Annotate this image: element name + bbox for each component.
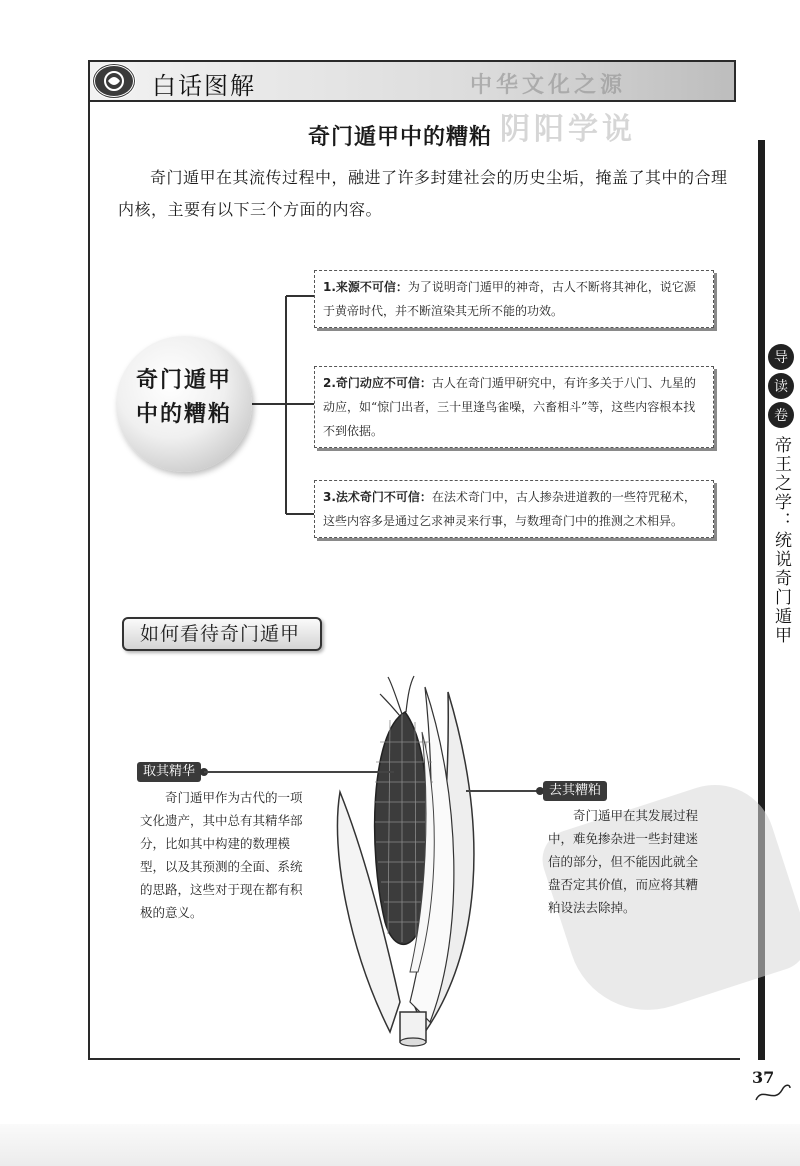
left-tag-line [204,771,394,773]
left-description: 奇门遁甲作为古代的一项文化遗产，其中总有其精华部分，比如其中构建的数理模型，以及其预测的全面、系统的思路，这些对于现在都有积极的意义。 [140,790,303,920]
mind-map-item [314,366,714,448]
center-line-2: 中的糟粕 [135,402,232,427]
item-text: 为了说明奇门遁甲的神奇，古人不断将其神化，说它源于黄帝时代，并不断渲染其无所不能的功效。 [323,280,696,318]
left-tag: 取其精华 [137,762,201,782]
side-badge: 导 [768,344,794,370]
right-tag: 去其糟粕 [543,781,607,801]
side-badge: 卷 [768,402,794,428]
page-bottom-edge [0,1124,800,1166]
center-line-1: 奇门遁甲 [135,368,232,393]
intro-paragraph: 奇门遁甲在其流传过程中，融进了许多封建社会的历史尘垢，掩盖了其中的合理内核，主要有以下三个方面的内容。 [118,168,728,219]
mind-map-item [314,480,714,538]
item-text: 在法术奇门中，古人掺杂进道教的一些符咒秘术，这些内容多是通过乞求神灵来行事，与数理奇门中的推测之术相异。 [323,490,696,528]
right-description: 奇门遁甲在其发展过程中，难免掺杂进一些封建迷信的部分，但不能因此就全盘否定其价值，而应将其糟粕设法去除掉。 [548,808,699,915]
header-ghost-title-2: 阴阳学说 [500,112,636,147]
page-number: 37 [752,1068,775,1087]
right-tag-line [466,790,540,792]
item-lead: 2.奇门动应不可信： [323,376,432,390]
corn-illustration [330,672,490,1052]
mind-map-center-label [116,364,252,432]
header-ghost-title: 中华文化之源 [470,73,627,98]
header-title: 白话图解 [152,72,256,100]
side-badge: 读 [768,373,794,399]
item-lead: 3.法术奇门不可信： [323,490,432,504]
item-text: 古人在奇门遁甲研究中，有许多关于八门、九星的动应，如“惊门出者，三十里逢鸟雀噪，六畜相斗”等，这些内容根本找不到依据。 [323,376,696,438]
side-tab-text: 帝王之学：统说奇门遁甲 [771,436,791,645]
section-heading: 如何看待奇门遁甲 [122,617,322,651]
article-title: 奇门遁甲中的糟粕 [307,125,492,150]
mind-map-item [314,270,714,328]
item-lead: 1.来源不可信： [323,280,408,294]
swirl-ornament-icon [752,1080,792,1104]
